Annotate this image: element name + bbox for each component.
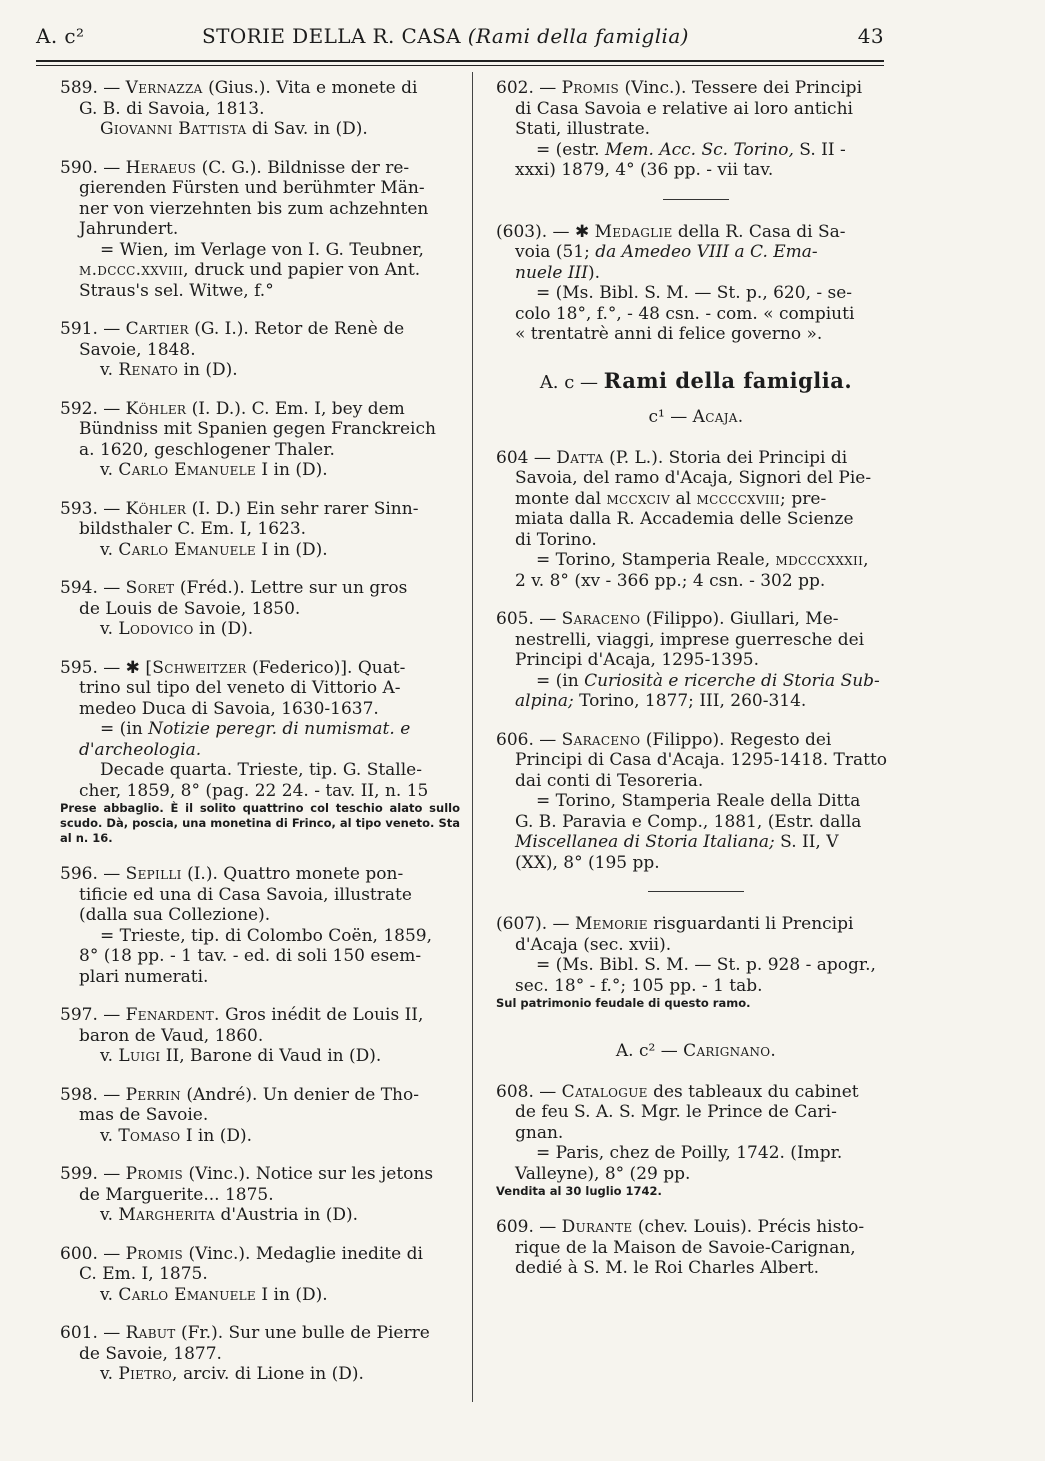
entry-592: 592. — Köhler (I. D.). C. Em. I, bey dem Bündniss mit Spanien gegen Franckreich a. 1620, geschlogener Thaler. v. Carlo Emanuele I in (D). (60, 398, 436, 480)
entry-601: 601. — Rabut (Fr.). Sur une bulle de Pierre de Savoie, 1877. v. Pietro, arciv. di Lione in (D). (60, 1323, 430, 1384)
entry-602: 602. — Promis (Vinc.). Tessere dei Principi di Casa Savoia e relative ai loro antichi Stati, illustrate. = (estr. Mem. Acc. Sc. Torino, S. II - xxxi) 1879, 4° (36 pp. - vii tav. (496, 78, 863, 180)
entry-607: (607). — Memorie risguardanti li Prencipi d'Acaja (sec. xvii). = (Ms. Bibl. S. M. — St. p. 928 - apogr., sec. 18° - f.°; 105 pp. - 1 tab. Sul patrimonio feudale di questo ramo. (496, 914, 896, 1011)
section-heading-rami: A. c — Rami della famiglia. (539, 367, 853, 393)
entry-605: 605. — Saraceno (Filippo). Giullari, Me- nestrelli, viaggi, imprese guerresche dei Principi d'Acaja, 1295-1395. = (in Curiosità e ricerche di Storia Sub- alpina; Torino, 1877; III, 260-314. (496, 609, 880, 711)
separator-rule (648, 891, 744, 892)
entry-596: 596. — Sepilli (I.). Quattro monete pon- tificie ed una di Casa Savoia, illustrate (dalla sua Collezione). = Trieste, tip. di Colombo Coën, 1859, 8° (18 pp. - 1 tav. - ed. di soli 150 esem- plari numerati. (60, 864, 432, 987)
entry-599: 599. — Promis (Vinc.). Notice sur les jetons de Marguerite... 1875. v. Margherita d'Austria in (D). (60, 1164, 434, 1225)
entry-594: 594. — Soret (Fréd.). Lettre sur un gros de Louis de Savoie, 1850. v. Lodovico in (D). (60, 578, 408, 639)
right-column (496, 78, 896, 1297)
star-icon: ✱ (574, 221, 590, 242)
entry-589: 589. — Vernazza (Gius.). Vita e monete di G. B. di Savoia, 1813. Giovanni Battista di Sav. in (D). (60, 78, 418, 139)
entry-590: 590. — Heraeus (C. G.). Bildnisse der re- gierenden Fürsten und berühmter Män- ner von vierzehnten bis zum achzehnten Jahrundert. = Wien, im Verlage von I. G. Teubner, m.dccc.xxviii, druck und papier von Ant. Straus's sel. Witwe, f.° (60, 157, 429, 301)
entry-604: 604 — Datta (P. L.). Storia dei Principi di Savoia, del ramo d'Acaja, Signori del Pie- monte dal mccxciv al mccccxviii; pre- miata dalla R. Accademia delle Scienze di Torino. = Torino, Stamperia Reale, mdcccxxxii, 2 v. 8° (xv - 366 pp.; 4 csn. - 302 pp. (496, 447, 872, 591)
header-rule-bottom (36, 65, 884, 66)
editorial-note: Sul patrimonio feudale di questo ramo. (496, 996, 751, 1010)
entry-603: (603). — ✱ Medaglie della R. Casa di Sa- voia (51; da Amedeo VIII a C. Ema- nuele III). = (Ms. Bibl. S. M. — St. p., 620, - se- colo 18°, f.°, - 48 csn. - com. « compiuti « trentatrè anni di felice governo ». (496, 221, 855, 344)
entry-598: 598. — Perrin (André). Un denier de Tho- mas de Savoie. v. Tomaso I in (D). (60, 1084, 419, 1146)
entry-609: 609. — Durante (chev. Louis). Précis histo- rique de la Maison de Savoie-Carignan, dedié à S. M. le Roi Charles Albert. (496, 1217, 865, 1278)
entry-593: 593. — Köhler (I. D.) Ein sehr rarer Sinn- bildsthaler C. Em. I, 1623. v. Carlo Emanuele I in (D). (60, 498, 419, 560)
header-rule-top (36, 60, 884, 62)
left-column (60, 78, 460, 1403)
entry-600: 600. — Promis (Vinc.). Medaglie inedite di C. Em. I, 1875. v. Carlo Emanuele I in (D). (60, 1243, 423, 1305)
star-icon: ✱ (125, 657, 140, 678)
entry-608: 608. — Catalogue des tableaux du cabinet de feu S. A. S. Mgr. le Prince de Cari- gnan. = Paris, chez de Poilly, 1742. (Impr. Valleyne), 8° (29 pp. Vendita al 30 luglio 1742. (496, 1082, 896, 1200)
header-section-mark: A. c² (36, 24, 85, 48)
separator-rule (663, 199, 729, 200)
subsection-heading-carignano: A. c² — Carignano. (615, 1041, 777, 1061)
page-number: 43 (857, 24, 884, 48)
editorial-note: Vendita al 30 luglio 1742. (496, 1184, 662, 1198)
entry-591: 591. — Cartier (G. I.). Retor de Renè de Savoie, 1848. v. Renato in (D). (60, 319, 405, 380)
header-title: STORIE DELLA R. CASA (Rami della famiglia) (202, 24, 689, 48)
editorial-note: Prese abbaglio. È il solito quattrino col teschio alato sullo scudo. Dà, poscia, una monetina di Frinco, al tipo veneto. Sta al n. 16. (60, 801, 460, 845)
column-divider (472, 72, 473, 1402)
subsection-heading-acaja: c¹ — Acaja. (648, 407, 744, 427)
running-header (36, 18, 884, 54)
entry-595: 595. — ✱ [Schweitzer (Federico)]. Quat- trino sul tipo del veneto di Vittorio A- medeo Duca di Savoia, 1630-1637. = (in Notizie peregr. di numismat. e d'archeologia. Decade quarta. Trieste, tip. G. Stalle- cher, 1859, 8° (pag. 22 24. - tav. II, n. 15 Prese abbaglio. È il solito quattrino col teschio alato sullo scudo. Dà, poscia, una monetina di Frinco, al tipo veneto. Sta al n. 16. (60, 657, 460, 845)
entry-597: 597. — Fenardent. Gros inédit de Louis II, baron de Vaud, 1860. v. Luigi II, Barone di Vaud in (D). (60, 1005, 424, 1066)
entry-606: 606. — Saraceno (Filippo). Regesto dei Principi di Casa d'Acaja. 1295-1418. Tratto dai conti di Tesoreria. = Torino, Stamperia Reale della Ditta G. B. Paravia e Comp., 1881, (Estr. dalla Miscellanea di Storia Italiana; S. II, V (XX), 8° (195 pp. (496, 729, 888, 873)
